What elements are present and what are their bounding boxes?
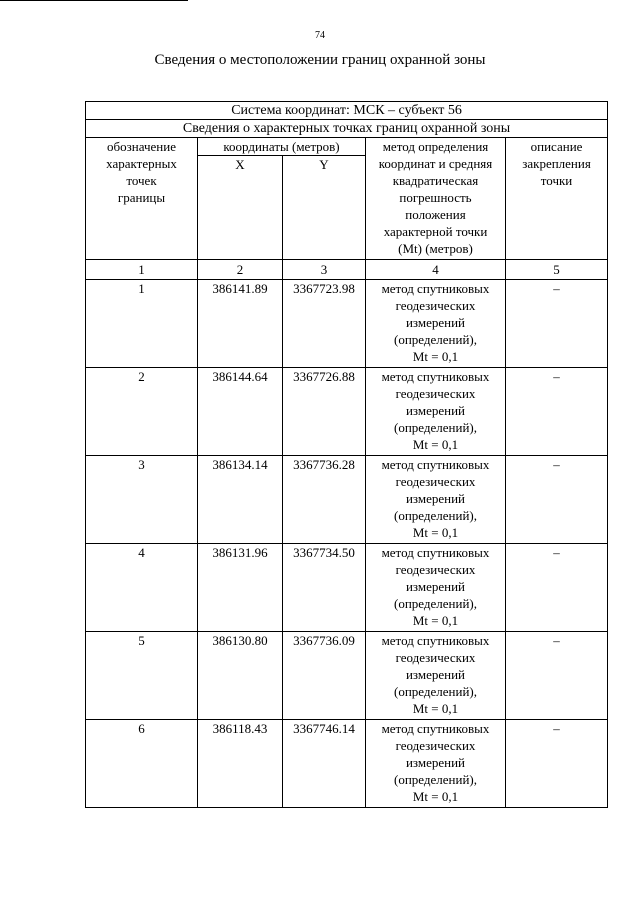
point-number-cell: 3 [86, 456, 198, 544]
top-rule [0, 0, 188, 1]
method-cell [366, 544, 506, 632]
header-text-line: погрешность [399, 190, 472, 205]
y-coordinate-cell: 3367734.50 [283, 544, 366, 632]
method-cell [366, 368, 506, 456]
description-cell: – [506, 456, 608, 544]
header-row-top [86, 138, 608, 156]
method-cell [366, 456, 506, 544]
x-coordinate-cell: 386141.89 [198, 280, 283, 368]
method-text-line: геодезических [395, 562, 476, 577]
table-row [86, 280, 608, 368]
method-text-line: измерений [405, 755, 466, 770]
description-cell: – [506, 632, 608, 720]
method-text-line: метод спутниковых [381, 721, 490, 736]
method-text-line: (определений), [394, 332, 477, 347]
point-number-cell: 6 [86, 720, 198, 808]
column-number: 5 [506, 260, 608, 280]
header-text-line: характерной точки [383, 224, 488, 239]
header-text-line: метод определения [382, 139, 489, 154]
method-text-line: (определений), [394, 596, 477, 611]
method-text-line: измерений [405, 579, 466, 594]
header-text-line: обозначение [107, 139, 176, 154]
method-cell [366, 720, 506, 808]
table-row [86, 720, 608, 808]
table-row [86, 456, 608, 544]
boundary-points-table [85, 101, 608, 808]
description-cell: – [506, 368, 608, 456]
method-text-line: метод спутниковых [381, 633, 490, 648]
header-text-line: закрепления [522, 156, 591, 171]
method-cell [366, 632, 506, 720]
method-text-line: Mt = 0,1 [412, 789, 459, 804]
table-row [86, 368, 608, 456]
point-number-cell: 5 [86, 632, 198, 720]
method-text-line: геодезических [395, 474, 476, 489]
point-number-cell: 4 [86, 544, 198, 632]
header-point-designation [86, 138, 198, 260]
column-number: 3 [283, 260, 366, 280]
method-text-line: геодезических [395, 386, 476, 401]
method-text-line: (определений), [394, 684, 477, 699]
header-text-line: точки [540, 173, 573, 188]
method-text-line: метод спутниковых [381, 369, 490, 384]
header-text-line: координат и средняя [378, 156, 493, 171]
column-number-row [86, 260, 608, 280]
description-cell: – [506, 544, 608, 632]
method-text-line: (определений), [394, 420, 477, 435]
y-coordinate-cell: 3367723.98 [283, 280, 366, 368]
point-number-cell: 1 [86, 280, 198, 368]
header-text-line: границы [117, 190, 166, 205]
method-text-line: метод спутниковых [381, 457, 490, 472]
y-coordinate-cell: 3367736.28 [283, 456, 366, 544]
table-row [86, 544, 608, 632]
header-description [506, 138, 608, 260]
table-subheading: Сведения о характерных точках границ охранной зоны [86, 120, 608, 138]
header-text-line: описание [530, 139, 583, 154]
y-coordinate-cell: 3367726.88 [283, 368, 366, 456]
x-coordinate-cell: 386144.64 [198, 368, 283, 456]
method-text-line: геодезических [395, 298, 476, 313]
method-text-line: измерений [405, 491, 466, 506]
header-coordinates-group: координаты (метров) [198, 138, 366, 156]
column-number: 4 [366, 260, 506, 280]
method-text-line: (определений), [394, 508, 477, 523]
method-text-line: измерений [405, 403, 466, 418]
y-coordinate-cell: 3367746.14 [283, 720, 366, 808]
method-text-line: измерений [405, 667, 466, 682]
column-number: 1 [86, 260, 198, 280]
method-text-line: Mt = 0,1 [412, 613, 459, 628]
column-number: 2 [198, 260, 283, 280]
header-text-line: характерных [106, 156, 177, 171]
description-cell: – [506, 280, 608, 368]
point-number-cell: 2 [86, 368, 198, 456]
header-text-line: квадратическая [392, 173, 479, 188]
page-title: Сведения о местоположении границ охранной зоны [154, 52, 486, 68]
x-coordinate-cell: 386130.80 [198, 632, 283, 720]
subheading-row [86, 120, 608, 138]
table-body [86, 102, 608, 808]
x-coordinate-cell: 386134.14 [198, 456, 283, 544]
header-text-line: положения [405, 207, 466, 222]
coordinate-system-caption: Система координат: МСК – субъект 56 [86, 102, 608, 120]
method-text-line: измерений [405, 315, 466, 330]
x-coordinate-cell: 386131.96 [198, 544, 283, 632]
header-y: Y [283, 156, 366, 260]
header-x: X [198, 156, 283, 260]
table-row [86, 632, 608, 720]
description-cell: – [506, 720, 608, 808]
x-coordinate-cell: 386118.43 [198, 720, 283, 808]
method-text-line: Mt = 0,1 [412, 349, 459, 364]
method-text-line: геодезических [395, 738, 476, 753]
y-coordinate-cell: 3367736.09 [283, 632, 366, 720]
method-text-line: Mt = 0,1 [412, 701, 459, 716]
page-number: 74 [315, 30, 325, 41]
method-text-line: Mt = 0,1 [412, 525, 459, 540]
system-row [86, 102, 608, 120]
method-text-line: метод спутниковых [381, 545, 490, 560]
method-text-line: геодезических [395, 650, 476, 665]
method-cell [366, 280, 506, 368]
header-text-line: точек [126, 173, 157, 188]
method-text-line: (определений), [394, 772, 477, 787]
header-text-line: (Mt) (метров) [398, 241, 473, 256]
method-text-line: Mt = 0,1 [412, 437, 459, 452]
method-text-line: метод спутниковых [381, 281, 490, 296]
header-method [366, 138, 506, 260]
